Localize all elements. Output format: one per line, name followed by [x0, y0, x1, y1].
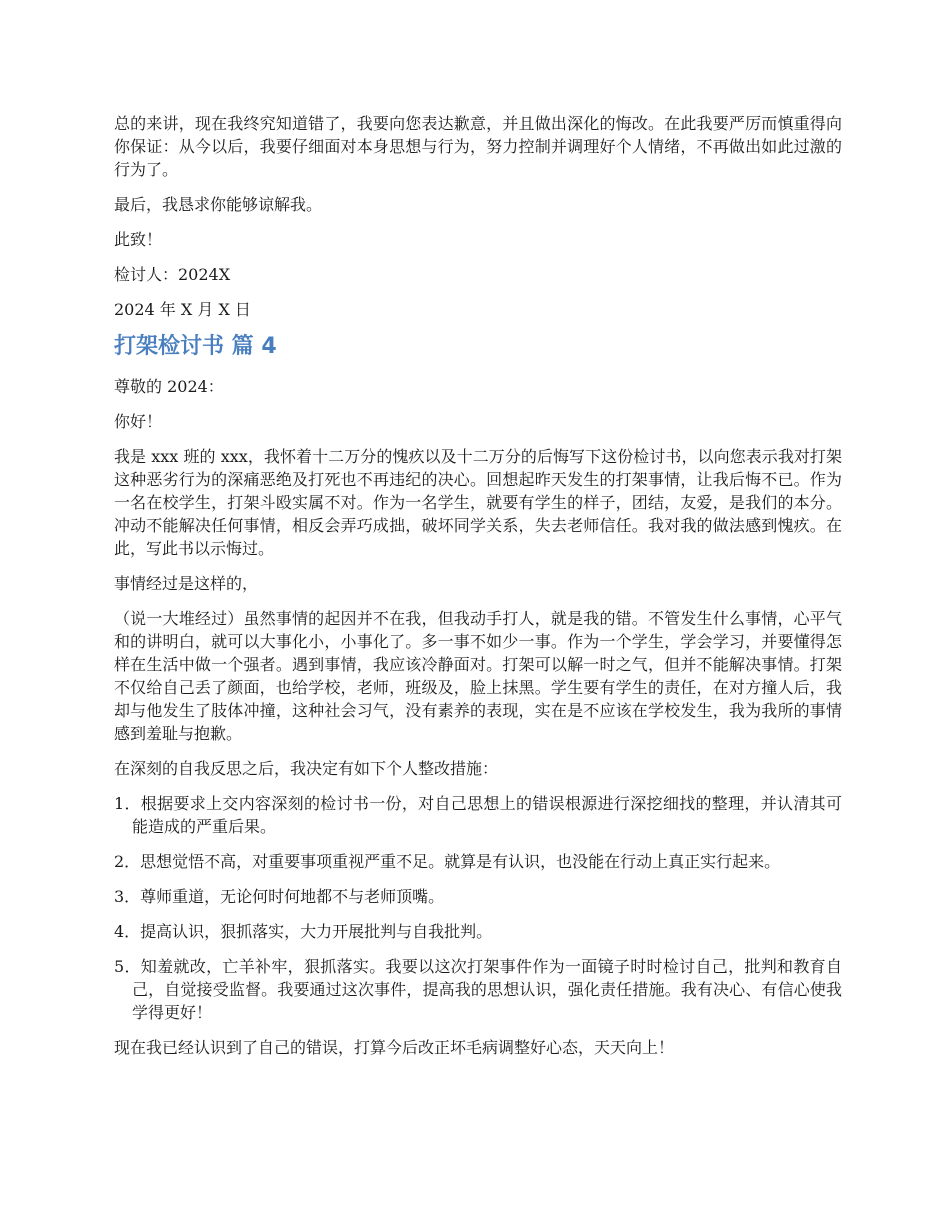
measure-item-5: 5．知羞就改，亡羊补牢，狠抓落实。我要以这次打架事件作为一面镜子时时检讨自己，批判和教育自己，自觉接受监督。我要通过这次事件，提高我的思想认识，强化责任措施。我有决心、有信心使我学得更好！: [114, 957, 842, 1022]
document-page: [114, 112, 842, 1071]
apology-paragraph: 总的来讲，现在我终究知道错了，我要向您表达歉意，并且做出深化的悔改。在此我要严厉而慎重得向你保证：从今以后，我要仔细面对本身思想与行为，努力控制并调理好个人情绪，不再做出如此过激的行为了。: [114, 114, 842, 179]
date-line: 2024 年 X 月 X 日: [114, 300, 251, 319]
introduction-paragraph: 我是 xxx 班的 xxx，我怀着十二万分的愧疚以及十二万分的后悔写下这份检讨书，以向您表示我对打架这种恶劣行为的深痛恶绝及打死也不再违纪的决心。回想起昨天发生的打架事情，让我后悔不已。作为一名在校学生，打架斗殴实属不对。作为一名学生，就要有学生的样子，团结，友爱，是我们的本分。冲动不能解决任何事情，相反会弄巧成拙，破坏同学关系，失去老师信任。我对我的做法感到愧疚。在此，写此书以示悔过。: [114, 447, 842, 558]
greeting-addressee: 尊敬的 2024：: [114, 377, 224, 396]
plea-paragraph: 最后，我恳求你能够谅解我。: [114, 195, 323, 214]
measure-item-3: 3．尊师重道，无论何时何地都不与老师顶嘴。: [114, 887, 445, 906]
greeting-hello: 你好！: [114, 412, 163, 431]
incident-paragraph: （说一大堆经过）虽然事情的起因并不在我，但我动手打人，就是我的错。不管发生什么事情，心平气和的讲明白，就可以大事化小，小事化了。多一事不如少一事。作为一个学生，学会学习，并要懂得怎样在生活中做一个强者。遇到事情，我应该冷静面对。打架可以解一时之气，但并不能解决事情。打架不仅给自己丢了颜面，也给学校，老师，班级及，脸上抹黑。学生要有学生的责任，在对方撞人后，我却与他发生了肢体冲撞，这种社会习气，没有素养的表现，实在是不应该在学校发生，我为我所的事情感到羞耻与抱歉。: [114, 609, 842, 743]
measure-item-4: 4．提高认识，狠抓落实，大力开展批判与自我批判。: [114, 922, 493, 941]
measures-lead-in: 在深刻的自我反思之后，我决定有如下个人整改措施：: [114, 759, 499, 778]
incident-lead-in: 事情经过是这样的，: [114, 574, 259, 593]
measure-item-1: 1．根据要求上交内容深刻的检讨书一份，对自己思想上的错误根源进行深挖细找的整理，并认清其可能造成的严重后果。: [114, 794, 842, 836]
closing-paragraph: 现在我已经认识到了自己的错误，打算今后改正坏毛病调整好心态，天天向上！: [114, 1038, 675, 1057]
salutation-closing: 此致！: [114, 230, 163, 249]
signer-line: 检讨人：2024X: [114, 265, 231, 284]
measure-item-2: 2．思想觉悟不高，对重要事项重视严重不足。就算是有认识，也没能在行动上真正实行起来。: [114, 852, 781, 871]
section-title: 打架检讨书 篇 4: [114, 334, 277, 359]
